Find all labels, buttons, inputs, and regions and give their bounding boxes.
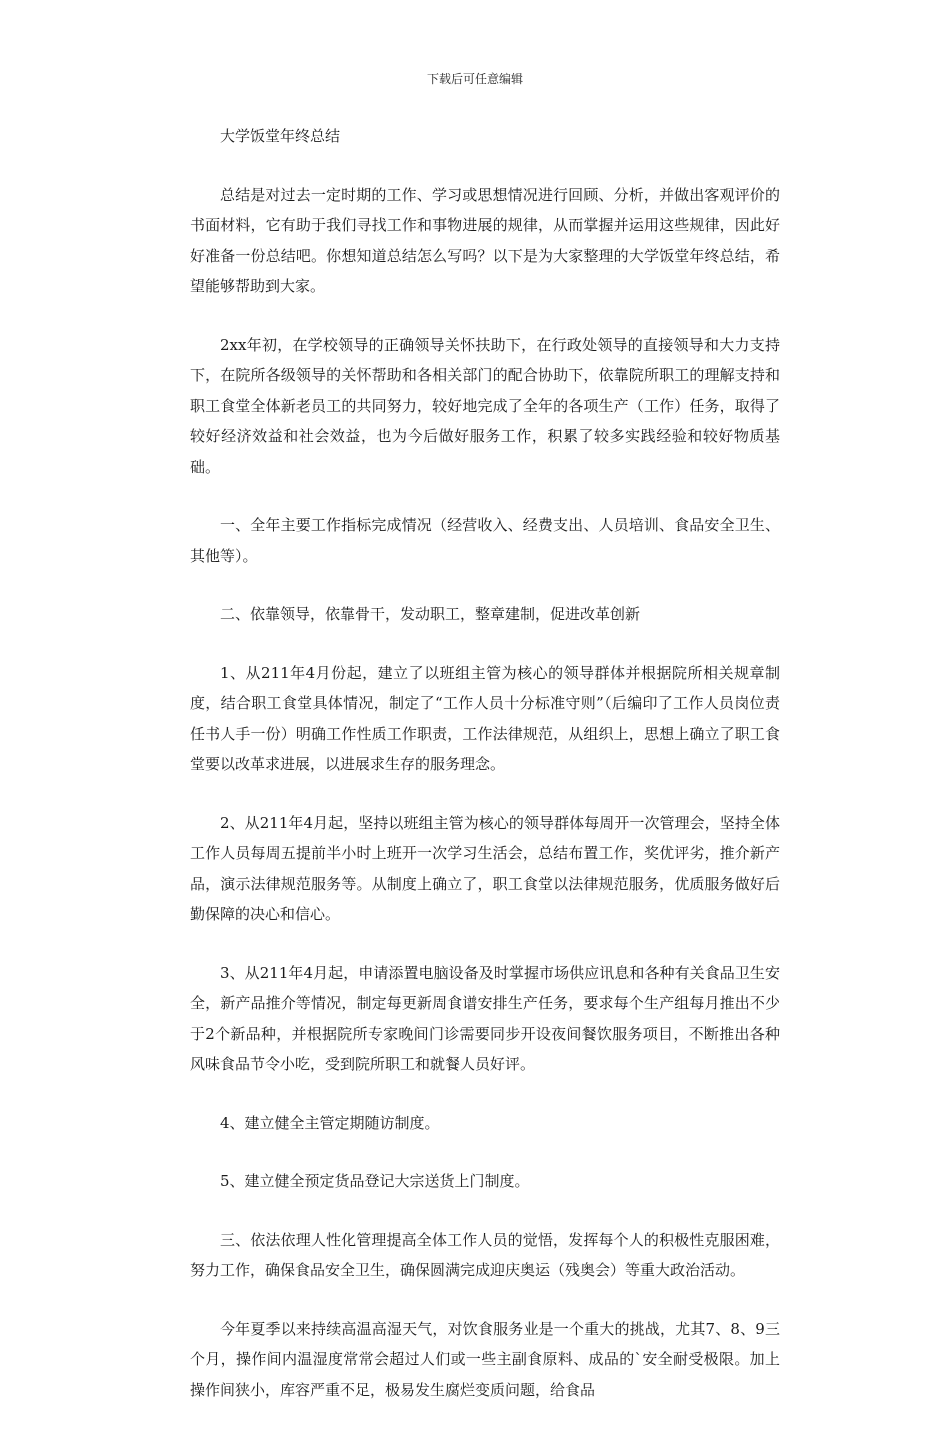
paragraph-item-2: 2、从211年4月起，坚持以班组主管为核心的领导群体每周开一次管理会，坚持全体工作人员每周五提前半小时上班开一次学习生活会，总结布置工作，奖优评劣，推介新产品，演示法律规范服务等。从制度上确立了，职工食堂以法律规范服务，优质服务做好后勤保障的决心和信心。 [190,813,780,923]
paragraph-item-3: 3、从211年4月起，申请添置电脑设备及时掌握市场供应讯息和各种有关食品卫生安全，新产品推介等情况，制定每更新周食谱安排生产任务，要求每个生产组每月推出不少于2个新品种，并根据院所专家晚间门诊需要同步开设夜间餐饮服务项目，不断推出各种风味食品节令小吃，受到院所职工和就餐人员好评。 [190,963,780,1073]
paragraph-section-2: 二、依靠领导，依靠骨干，发动职工，整章建制，促进改革创新 [220,605,641,623]
paragraph-intro: 总结是对过去一定时期的工作、学习或思想情况进行回顾、分析，并做出客观评价的书面材料，它有助于我们寻找工作和事物进展的规律，从而掌握并运用这些规律，因此好好准备一份总结吧。你想知道总结怎么写吗？以下是为大家整理的大学饭堂年终总结，希望能够帮助到大家。 [190,185,780,295]
paragraph-section-3: 三、依法依理人性化管理提高全体工作人员的觉悟，发挥每个人的积极性克服困难，努力工作，确保食品安全卫生，确保圆满完成迎庆奥运（残奥会）等重大政治活动。 [190,1230,780,1279]
paragraph-item-5: 5、建立健全预定货品登记大宗送货上门制度。 [220,1172,530,1190]
paragraph-item-1: 1、从211年4月份起，建立了以班组主管为核心的领导群体并根据院所相关规章制度，结合职工食堂具体情况，制定了“工作人员十分标准守则”（后编印了工作人员岗位责任书人手一份）明确工作性质工作职责，工作法律规范，从组织上，思想上确立了职工食堂要以改革求进展，以进展求生存的服务理念。 [190,663,780,773]
paragraph-section-1: 一、全年主要工作指标完成情况（经营收入、经费支出、人员培训、食品安全卫生、其他等）。 [190,516,780,565]
document-title: 大学饭堂年终总结 [220,127,341,145]
paragraph-overview: 2xx年初，在学校领导的正确领导关怀扶助下，在行政处领导的直接领导和大力支持下，在院所各级领导的关怀帮助和各相关部门的配合协助下，依靠院所职工的理解支持和职工食堂全体新老员工的共同努力，较好地完成了全年的各项生产（工作）任务，取得了较好经济效益和社会效益，也为今后做好服务工作，积累了较多实践经验和较好物质基础。 [190,335,780,476]
header-note: 下载后可任意编辑 [426,72,523,86]
document-body [190,121,780,1433]
paragraph-item-4: 4、建立健全主管定期随访制度。 [220,1113,440,1132]
paragraph-summer: 今年夏季以来持续高温高湿天气，对饮食服务业是一个重大的挑战，尤其7、8、9三个月，操作间内温湿度常常会超过人们或一些主副食原料、成品的`安全耐受极限。加上操作间狭小，库容严重不足，极易发生腐烂变质问题，给食品 [190,1319,780,1399]
